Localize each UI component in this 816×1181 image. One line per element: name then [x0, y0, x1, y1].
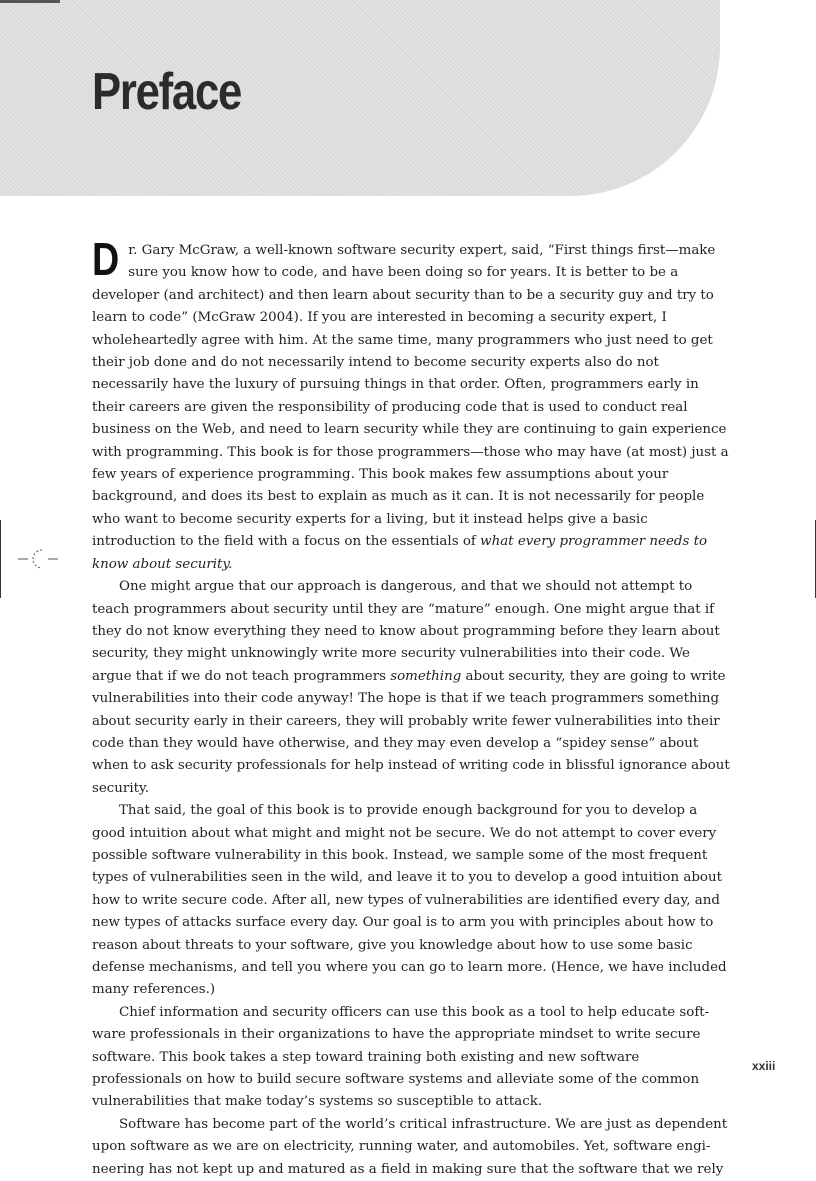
page-number: xxiii [752, 1059, 776, 1073]
left-margin-rule [0, 520, 1, 598]
paragraph-2-text-after: about security, they are going to write vulnerabilities into their code anyway! The hope is that if we teach programmers something about security early in their careers, they will probably write fewer vulnerabilities into their code than they would have otherwise, and they may even develop a “spidey sense” about when to ask security professionals for help instead of writing code in blissful ignorance about security. [92, 668, 730, 796]
paragraph-5: Software has become part of the world’s critical infrastructure. We are just as dependent upon software as we are on electricity, running water, and automobiles. Yet, software engineering has not kept up and matured as a field in making sure that the software that we rely [92, 1116, 728, 1177]
paragraph-2 [92, 576, 732, 800]
crop-mark-icon [18, 547, 58, 571]
preface-body [92, 233, 732, 1181]
paragraph-1-emphasis: what every programmer needs to know about security. [92, 534, 708, 572]
paragraph-4: Chief information and security officers can use this book as a tool to help educate software professionals in their organizations to have the appropriate mindset to write secure software. This book takes a step toward training both existing and new software professionals on how to build secure software systems and alleviate some of the common vulnerabilities that make today’s systems so susceptible to attack. [92, 1004, 710, 1110]
paragraph-2-text: One might argue that our approach is dangerous, and that we should not attempt to teach programmers about security until they are “mature” enough. One might argue that if they do not know everything they need to know about programming before they learn about security, they might unknowingly write more security vulnerabilities into their code. We argue that if we do not teach programmers [92, 579, 720, 684]
paragraph-2-emphasis: something [390, 668, 462, 684]
chapter-title: Preface [92, 63, 242, 121]
paragraph-3: That said, the goal of this book is to provide enough background for you to develop a good intuition about what might and might not be secure. We do not attempt to cover every possible software vulnerability in this book. Instead, we sample some of the most frequent types of vulnerabilities seen in the wild, and leave it to you to develop a good intuition about how to write secure code. After all, new types of vulnerabilities are identified every day, and new types of attacks surface every day. Our goal is to arm you with principles about how to reason about threats to your software, give you knowledge about how to use some basic defense mechanisms, and tell you where you can go to learn more. (Hence, we have included many references.) [92, 803, 727, 998]
paragraph-1-text: r. Gary McGraw, a well-known software security expert, said, “First things first—make sure you know how to code, and have been doing so for years. It is better to be a developer (and architect) and then learn about security than to be a security guy and try to learn to code” (McGraw 2004). If you are interested in becoming a security expert, I wholeheartedly agree with him. At the same time, many programmers who just need to get their job done and do not necessarily intend to become security experts also do not necessarily have the luxury of pursuing things in that order. Often, programmers early in their careers are given the responsibility of producing code that is used to conduct real business on the Web, and need to learn security while they are continuing to gain experience with programming. This book is for those programmers—those who may have (at most) just a few years of experience programming. This book makes few assumptions about your background, and does its best to explain as much as it can. It is not necessarily for people who want to become security experts for a living, but it instead helps give a basic introduction to the field with a focus on the essentials of [92, 243, 729, 550]
drop-cap: D [92, 233, 120, 285]
paragraph-1 [92, 233, 732, 576]
top-rule [0, 0, 60, 3]
